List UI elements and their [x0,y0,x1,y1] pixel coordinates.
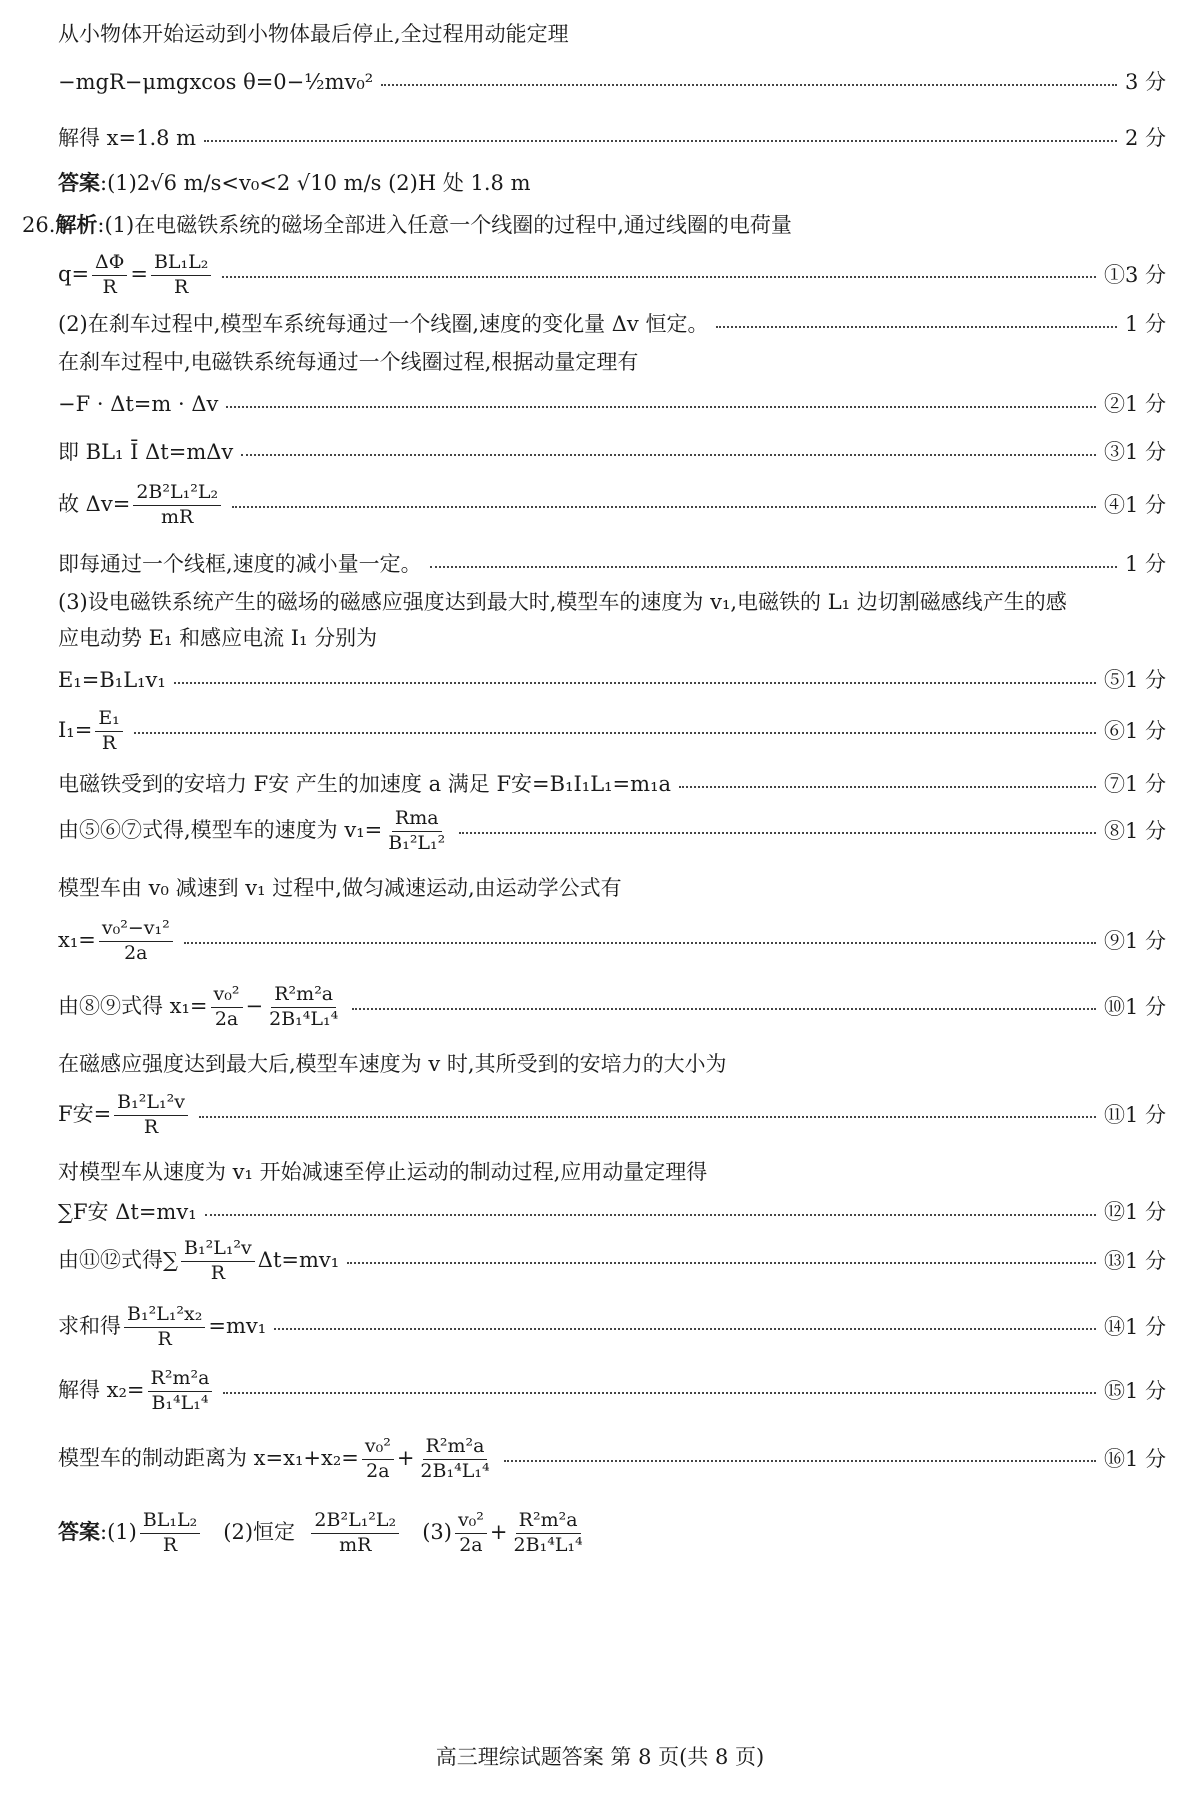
equation-text: =mv₁ [208,1313,267,1338]
denominator: 2a [366,1459,390,1482]
denominator: mR [339,1533,372,1556]
fraction [92,252,127,299]
leader-dots [459,832,1096,834]
leader-dots [134,732,1096,734]
equation-line [58,70,1166,95]
numerator: ΔΦ [92,252,127,276]
fraction [124,1304,205,1351]
page-footer: 高三理综试题答案 第 8 页(共 8 页) [435,1745,765,1769]
analysis-label: 解析 [55,212,98,237]
denominator: 2a [124,941,148,964]
equation: q= $\frac{\Delta\Phi}{R}$ = $\frac{\text{BL₁L₂}}{R}$ [58,252,214,299]
equation-line [58,440,1166,465]
denominator: R [210,1261,226,1284]
leader-dots [223,1392,1096,1394]
score: ①3 分 [1103,262,1166,287]
score: ⑩1 分 [1103,994,1166,1019]
answer-line [58,166,1166,201]
leader-dots [274,1328,1096,1330]
fraction [266,984,341,1031]
equation-line [58,984,1166,1031]
score: 1 分 [1124,552,1166,576]
leader-dots [205,1214,1096,1216]
equation-text: 模型车的制动距离为 x=x₁+x₂= [58,1445,359,1470]
score: ⑯1 分 [1103,1446,1166,1471]
equation [58,808,451,855]
equation-text: −mgR−μmgxcos θ=0−½mv₀² [58,70,374,94]
equation-line [58,668,1166,693]
denominator: B₁²L₁² [388,831,446,854]
score: ⑧1 分 [1103,818,1166,843]
answer-part-3: (3) [422,1519,452,1544]
equation [58,708,126,755]
equation-text: 解得 x₂= [58,1377,145,1402]
numerator: E₁ [95,708,123,732]
leader-dots [184,942,1096,944]
numerator: B₁²L₁²v [181,1238,255,1262]
equation-text: x₁= [58,927,96,952]
text-line [58,552,1166,577]
answer-text: :(1)2√6 m/s<v₀<2 √10 m/s (2)H 处 1.8 m [100,171,531,195]
score: ⑦1 分 [1103,772,1166,796]
text-line: 从小物体开始运动到小物体最后停止,全过程用动能定理 [58,22,569,46]
denominator: R [174,275,189,298]
leader-dots [199,1116,1096,1118]
denominator: mR [161,505,194,528]
fraction [455,1510,487,1557]
equation-text: ∑F安 Δt=mv₁ [58,1200,197,1224]
score: ⑨1 分 [1103,928,1166,953]
numerator: Rma [392,808,442,832]
leader-dots [241,454,1096,456]
equation-text: 电磁铁受到的安培力 F安 产生的加速度 a 满足 F安=B₁I₁L₁=m₁a [58,772,672,796]
leader-dots [381,84,1117,86]
equation [58,1304,266,1351]
denominator: 2a [459,1533,483,1556]
denominator: 2B₁⁴L₁⁴ [420,1459,490,1482]
leader-dots [679,786,1096,788]
final-answer: 答案:(1) $\frac{\text{BL₁L₂}}{R}$ (2)恒定 $\frac{\text{2B²L₁²L₂}}{mR}$ (3) $\frac{\text{v₀²}}{2a}$ + $\frac{\text{R²m²a}}{\text{2B₁⁴L₁⁴}}$ [58,1510,589,1557]
score: ⑮1 分 [1103,1378,1166,1403]
leader-dots [716,326,1116,328]
denominator: B₁⁴L₁⁴ [151,1391,209,1414]
numerator: R²m²a [271,984,336,1008]
leader-dots [226,406,1096,408]
numerator: BL₁L₂ [140,1510,200,1534]
denominator: R [162,1533,178,1556]
leader-dots [174,682,1096,684]
text-line: 在磁感应强度达到最大后,模型车速度为 v 时,其所受到的安培力的大小为 [58,1052,727,1076]
final-answer-line [58,1510,589,1557]
score: 2 分 [1124,126,1166,150]
score: ⑫1 分 [1103,1200,1166,1224]
fraction [95,708,123,755]
equation-line [58,1092,1166,1139]
equation-text: F安= [58,1101,112,1126]
answer-label: 答案 [58,170,100,195]
text-line: (3)设电磁铁系统产生的磁场的磁感应强度达到最大时,模型车的速度为 v₁,电磁铁的 L₁ 边切割磁感线产生的感 [58,590,1067,614]
leader-dots [352,1008,1096,1010]
score: 3 分 [1124,70,1166,94]
text: 即每通过一个线框,速度的减小量一定。 [58,552,422,576]
score: ②1 分 [1103,392,1166,416]
fraction [114,1092,188,1139]
equation-line [58,772,1166,797]
denominator: 2B₁⁴L₁⁴ [513,1533,583,1556]
numerator: 2B²L₁²L₂ [311,1510,399,1534]
leader-dots [430,566,1117,568]
equation-text: 由⑪⑫式得∑ [58,1247,178,1272]
numerator: B₁²L₁²x₂ [124,1304,205,1328]
fraction [417,1436,492,1483]
score: ⑭1 分 [1103,1314,1166,1339]
equation-text: I₁= [58,717,93,742]
numerator: v₀²−v₁² [99,918,173,942]
question-26-header [22,208,1166,243]
numerator: v₀² [362,1436,394,1460]
fraction [99,918,173,965]
equation-line [58,126,1166,151]
equation-text: 由⑧⑨式得 x₁= [58,993,208,1018]
text-line [58,312,1166,337]
score: ④1 分 [1103,492,1166,517]
numerator: BL₁L₂ [151,252,211,276]
fraction [148,1368,213,1415]
equation-text: −F · Δt=m · Δv [58,392,219,416]
numerator: 2B²L₁²L₂ [133,482,221,506]
numerator: v₀² [455,1510,487,1534]
answer-label: 答案 [58,1518,100,1544]
equation-line [58,808,1166,855]
denominator: R [101,731,117,754]
numerator: B₁²L₁²v [114,1092,188,1116]
fraction [133,482,221,529]
fraction [311,1510,399,1557]
equation [58,1238,339,1285]
equation-line [58,482,1166,529]
denominator: 2a [214,1007,239,1030]
equation-text: 求和得 [58,1313,121,1338]
leader-dots [222,276,1096,278]
equation-line [58,1238,1166,1285]
denominator: R [143,1115,159,1138]
equation-text: 即 BL₁ Ī Δt=mΔv [58,440,234,464]
answer-part-2: (2)恒定 [223,1519,296,1544]
equation: 由⑧⑨式得 x₁= $\frac{\text{v₀²}}{2a}$ − $\frac{\text{R²m²a}}{\text{2B₁⁴L₁⁴}}$ [58,984,344,1031]
analysis-text: :(1)在电磁铁系统的磁场全部进入任意一个线圈的过程中,通过线圈的电荷量 [97,213,792,237]
score: ⑬1 分 [1103,1248,1166,1273]
equation-text: E₁=B₁L₁v₁ [58,668,166,692]
equation-text: Δt=mv₁ [257,1247,340,1272]
equation [58,70,373,95]
score: ⑥1 分 [1103,718,1166,743]
text-line: 对模型车从速度为 v₁ 开始减速至停止运动的制动过程,应用动量定理得 [58,1160,708,1184]
equation-text: 由⑤⑥⑦式得,模型车的速度为 v₁= [58,817,383,842]
equation-text: 故 Δv= [58,491,131,516]
equation-line [58,918,1166,965]
score: ⑤1 分 [1103,668,1166,692]
score: ③1 分 [1103,440,1166,464]
equation-line [58,1436,1166,1483]
equation [58,1368,215,1415]
numerator: R²m²a [423,1436,488,1460]
equation: 模型车的制动距离为 x=x₁+x₂= $\frac{\text{v₀²}}{2a}$ + $\frac{\text{R²m²a}}{\text{2B₁⁴L₁⁴}}$ [58,1436,496,1483]
leader-dots [232,506,1096,508]
fraction [181,1238,255,1285]
equation-text: 解得 x=1.8 m [58,126,197,150]
numerator: v₀² [211,984,243,1008]
question-number: 26. [22,213,56,237]
equation-line [58,708,1166,755]
equation-line [58,252,1166,299]
equation [58,482,224,529]
score: 1 分 [1124,312,1166,336]
leader-dots [347,1262,1096,1264]
text: (2)在刹车过程中,模型车系统每通过一个线圈,速度的变化量 Δv 恒定。 [58,312,709,336]
text-line: 应电动势 E₁ 和感应电流 I₁ 分别为 [58,626,378,650]
leader-dots [504,1460,1096,1462]
fraction [385,808,448,855]
fraction [362,1436,394,1483]
equation-line [58,392,1166,417]
numerator: R²m²a [148,1368,213,1392]
denominator: R [102,275,117,298]
numerator: R²m²a [516,1510,581,1534]
text-line: 在刹车过程中,电磁铁系统每通过一个线圈过程,根据动量定理有 [58,350,639,374]
equation [58,918,176,965]
fraction [140,1510,200,1557]
fraction [511,1510,586,1557]
equation-line [58,1304,1166,1351]
denominator: 2B₁⁴L₁⁴ [269,1007,339,1030]
answer-part-1: :(1) [100,1519,137,1544]
equation-line [58,1368,1166,1415]
leader-dots [204,140,1117,142]
equation [58,1092,191,1139]
text-line: 模型车由 v₀ 减速到 v₁ 过程中,做匀减速运动,由运动学公式有 [58,876,622,900]
score: ⑪1 分 [1103,1102,1166,1127]
denominator: R [157,1327,172,1350]
fraction [151,252,211,299]
equation-line [58,1200,1166,1225]
fraction [211,984,243,1031]
